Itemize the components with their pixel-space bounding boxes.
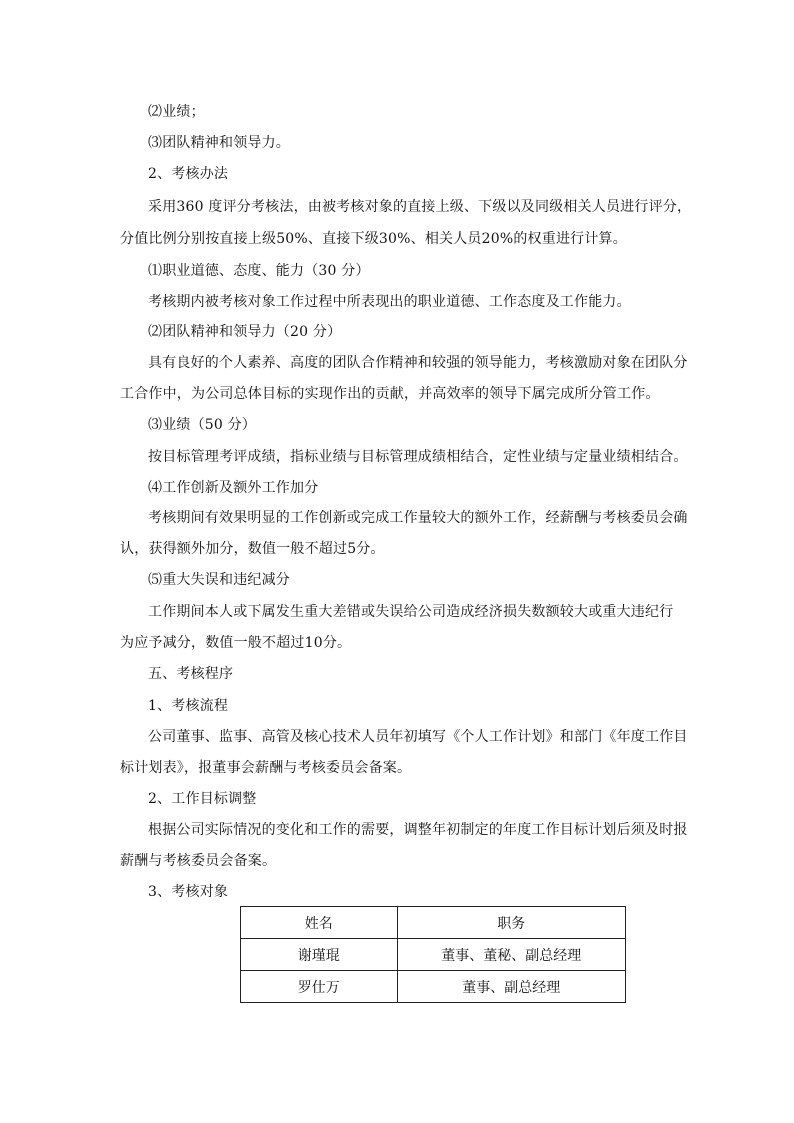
table-row: [241, 971, 626, 1003]
cell-position: 董事、董秘、副总经理: [397, 939, 625, 971]
paragraph-line: 认，获得额外加分，数值一般不超过5分。: [120, 541, 385, 557]
paragraph-line: 按目标管理考评成绩，指标业绩与目标管理成绩相结合，定性业绩与定量业绩相结合。: [148, 449, 688, 465]
section-heading: ⑶业绩（50 分）: [148, 417, 257, 433]
section-heading: ⑴职业道德、态度、能力（30 分）: [148, 263, 370, 279]
paragraph-line: 公司董事、监事、高管及核心技术人员年初填写《个人工作计划》和部门《年度工作目: [148, 729, 688, 745]
paragraph-line: 采用360 度评分考核法，由被考核对象的直接上级、下级以及同级相关人员进行评分，: [148, 199, 692, 215]
section-heading: ⑵团队精神和领导力（20 分）: [148, 324, 342, 340]
section-heading: 2、考核办法: [148, 166, 229, 182]
paragraph-line: 根据公司实际情况的变化和工作的需要，调整年初制定的年度工作目标计划后须及时报: [148, 822, 688, 838]
column-header-name: 姓名: [241, 907, 398, 939]
paragraph-line: 标计划表》，报董事会薪酬与考核委员会备案。: [120, 760, 412, 776]
table-header-row: [241, 907, 626, 939]
paragraph-line: 具有良好的个人素养、高度的团队合作精神和较强的领导能力，考核激励对象在团队分: [148, 355, 688, 371]
paragraph-line: 工合作中，为公司总体目标的实现作出的贡献，并高效率的领导下属完成所分管工作。: [120, 386, 660, 402]
chapter-heading: 五、考核程序: [148, 666, 234, 682]
cell-name: 谢瑾琨: [241, 939, 398, 971]
paragraph-line: ⑶团队精神和领导力。: [148, 135, 290, 151]
assessment-targets-table: [240, 906, 626, 1003]
section-heading: ⑸重大失误和违纪减分: [148, 572, 290, 588]
section-heading: 1、考核流程: [148, 698, 229, 714]
paragraph-line: 考核期间有效果明显的工作创新或完成工作量较大的额外工作，经薪酬与考核委员会确: [148, 510, 688, 526]
paragraph-line: 为应予减分，数值一般不超过10分。: [120, 635, 352, 651]
section-heading: 2、工作目标调整: [148, 791, 257, 807]
section-heading: ⑷工作创新及额外工作加分: [148, 480, 319, 496]
column-header-position: 职务: [397, 907, 625, 939]
table-row: [241, 939, 626, 971]
paragraph-line: 考核期内被考核对象工作过程中所表现出的职业道德、工作态度及工作能力。: [148, 294, 631, 310]
paragraph-line: 工作期间本人或下属发生重大差错或失误给公司造成经济损失数额较大或重大违纪行: [148, 604, 674, 620]
paragraph-line: 分值比例分别按直接上级50%、直接下级30%、相关人员20%的权重进行计算。: [120, 231, 627, 247]
cell-position: 董事、副总经理: [397, 971, 625, 1003]
paragraph-line: 薪酬与考核委员会备案。: [120, 853, 277, 869]
cell-name: 罗仕万: [241, 971, 398, 1003]
paragraph-line: ⑵业绩；: [148, 104, 205, 120]
section-heading: 3、考核对象: [148, 884, 229, 900]
